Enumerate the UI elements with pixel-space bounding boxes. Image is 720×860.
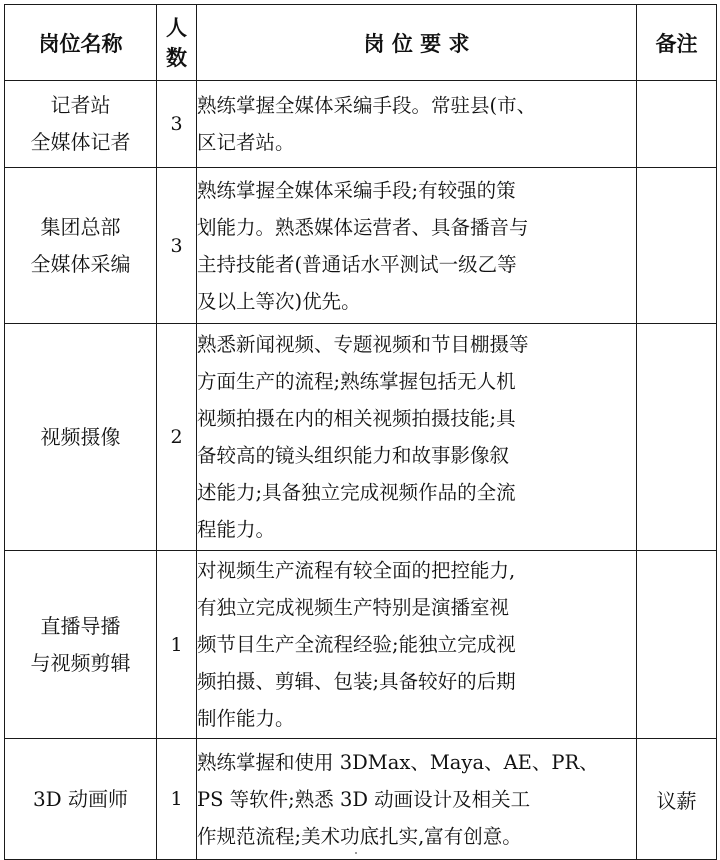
position-name-line: 3D 动画师 [32, 786, 129, 811]
requirements-cell [197, 168, 637, 324]
requirement-line: 备较高的镜头组织能力和故事影像叙 [197, 444, 510, 467]
table-header-row [5, 5, 717, 81]
requirement-line: 熟练掌握和使用 3DMax、Maya、AE、PR、 [197, 750, 599, 774]
requirement-line: 述能力;具备独立完成视频作品的全流 [197, 481, 516, 504]
requirements-cell [197, 739, 637, 860]
table-row [5, 551, 717, 739]
header-position-name: 岗位名称 [5, 5, 157, 81]
position-name-line: 与视频剪辑 [30, 650, 131, 675]
header-headcount [157, 5, 197, 81]
note-cell: 议薪 [637, 739, 717, 860]
position-name-cell [5, 324, 157, 551]
header-requirements-label: 岗 位 要 求 [363, 31, 470, 56]
requirement-line: 划能力。熟悉媒体运营者、具备播音与 [197, 215, 529, 239]
headcount-cell: 1 [157, 551, 197, 739]
requirement-line: 对视频生产流程有较全面的把控能力, [197, 559, 516, 582]
requirement-line: 视频拍摄在内的相关视频拍摄技能;具 [197, 407, 516, 430]
requirement-line: 频拍摄、剪辑、包装;具备较好的后期 [197, 670, 516, 693]
requirement-line: 方面生产的流程;熟练掌握包括无人机 [197, 370, 516, 393]
table-row [5, 81, 717, 168]
requirement-line: 制作能力。 [197, 707, 295, 730]
position-name-cell [5, 168, 157, 324]
note-cell [637, 324, 717, 551]
requirement-line: PS 等软件;熟悉 3D 动画设计及相关工 [197, 787, 531, 811]
requirement-line: 程能力。 [197, 518, 276, 541]
position-name-line: 直播导播 [40, 613, 121, 638]
headcount-cell: 3 [157, 168, 197, 324]
note-cell [637, 81, 717, 168]
requirement-line: 频节目生产全流程经验;能独立完成视 [197, 633, 516, 656]
table-row [5, 739, 717, 860]
requirement-line: 主持技能者(普通话水平测试一级乙等 [197, 252, 517, 276]
headcount-cell: 1 [157, 739, 197, 860]
position-name-cell [5, 739, 157, 860]
position-name-cell [5, 81, 157, 168]
requirement-line: 熟练掌握全媒体采编手段。常驻县(市、 [197, 94, 537, 117]
table-row [5, 168, 717, 324]
job-requirements-table [4, 4, 717, 860]
requirements-cell [197, 81, 637, 168]
requirement-line: 作规范流程;美术功底扎实,富有创意。 [197, 824, 522, 848]
requirement-line: 熟练掌握全媒体采编手段;有较强的策 [197, 178, 516, 202]
position-name-line: 记者站 [50, 93, 111, 117]
position-name-line: 全媒体记者 [30, 130, 131, 154]
position-name-cell [5, 551, 157, 739]
header-headcount-line1: 人 [166, 15, 187, 40]
requirements-cell [197, 324, 637, 551]
headcount-cell: 2 [157, 324, 197, 551]
position-name-line: 全媒体采编 [30, 251, 131, 276]
note-cell [637, 551, 717, 739]
requirement-line: 有独立完成视频生产特别是演播室视 [197, 596, 510, 619]
header-headcount-line2: 数 [166, 45, 187, 70]
note-cell [637, 168, 717, 324]
header-notes: 备注 [637, 5, 717, 81]
requirement-line: 熟悉新闻视频、专题视频和节目棚摄等 [197, 333, 529, 356]
position-name-line: 视频摄像 [40, 424, 121, 449]
page-marker-dot [355, 852, 357, 854]
position-name-line: 集团总部 [40, 214, 121, 239]
requirement-line: 及以上等次)优先。 [197, 289, 361, 313]
requirement-line: 区记者站。 [197, 131, 295, 154]
requirements-cell [197, 551, 637, 739]
table-row [5, 324, 717, 551]
header-requirements [197, 5, 637, 81]
headcount-cell: 3 [157, 81, 197, 168]
